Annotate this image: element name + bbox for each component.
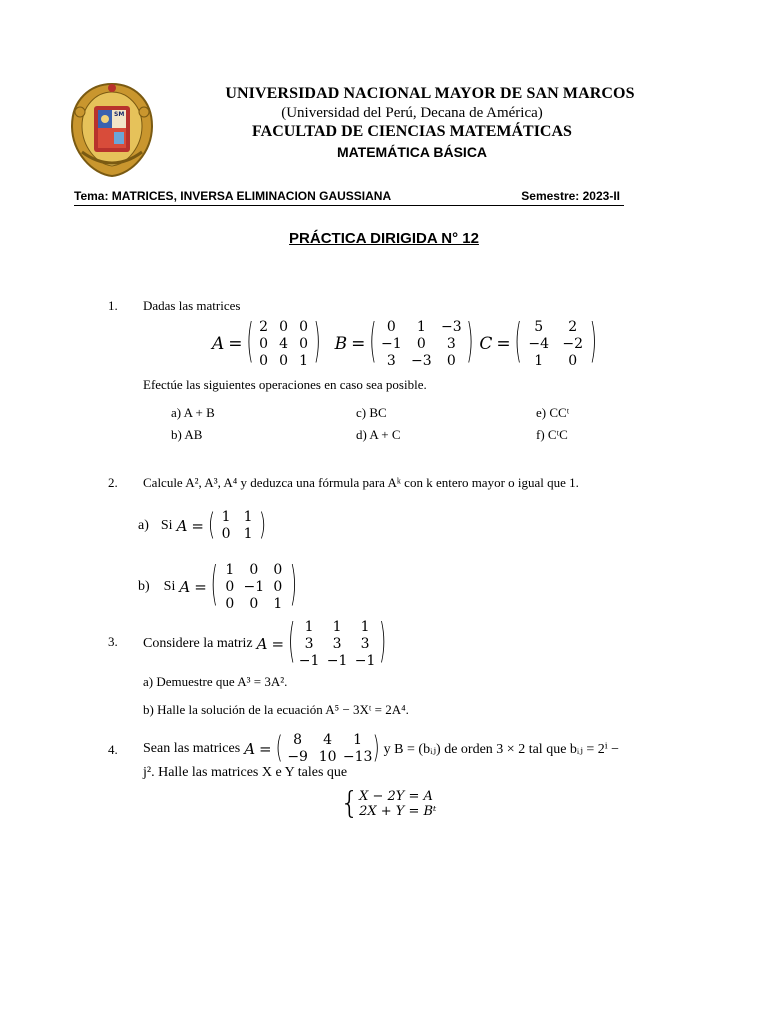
matrix-entry: 0 xyxy=(225,578,235,595)
matrix-right-paren: ) xyxy=(589,315,597,370)
matrix-entry: 1 xyxy=(273,595,283,612)
matrix-entry: −1 xyxy=(243,578,265,595)
problem-2-a-label: a) xyxy=(138,518,149,533)
problem-4-text-after: y B = (bᵢⱼ) de orden 3 × 2 tal que bᵢⱼ = 2ⁱ − xyxy=(383,741,620,757)
matrix-left-paren: ( xyxy=(514,315,522,370)
semester-text: Semestre: 2023-II xyxy=(521,189,620,203)
matrix-entry: 0 xyxy=(568,352,578,369)
matrix-entry: −3 xyxy=(441,318,462,335)
problem-1-instruction: Efectúe las siguientes operaciones en caso sea posible. xyxy=(143,377,427,392)
equation-2: 2X + Y = Bᵗ xyxy=(359,804,437,819)
matrix-entry: 2 xyxy=(259,318,269,335)
matrix-entry: 0 xyxy=(279,352,289,369)
matrix-entry: 0 xyxy=(259,352,269,369)
problem-1-item-b: b) AB xyxy=(171,427,203,442)
matrix-right-paren: ) xyxy=(259,507,267,543)
problem-1-intro: Dadas las matrices xyxy=(143,298,241,313)
matrix-entry: 3 xyxy=(360,635,370,652)
matrix-entry: 1 xyxy=(304,618,314,635)
matrix-entry: 0 xyxy=(299,335,309,352)
matrix-entry: 1 xyxy=(243,526,253,542)
matrix-entry: 0 xyxy=(273,561,283,578)
system-of-equations xyxy=(340,786,437,821)
matrix-entry: 1 xyxy=(225,561,235,578)
matrix-entry: 5 xyxy=(534,318,544,335)
problem-4-statement: Sean las matrices A = ( 8 4 1 −9 10 −13 ) y B = (bᵢⱼ) de orden 3 × 2 tal que bᵢⱼ = 2ⁱ − xyxy=(143,730,620,766)
matrix-entry: 1 xyxy=(243,509,253,525)
matrix-entry: 0 xyxy=(446,352,456,369)
matrix-entry: 3 xyxy=(446,335,456,352)
problem-3-b: b) Halle la solución de la ecuación A⁵ − 3Xᵗ = 2A⁴. xyxy=(143,702,409,717)
matrix-entry: −1 xyxy=(354,652,376,669)
matrix-entry: −13 xyxy=(342,749,373,765)
matrix-entry: −4 xyxy=(528,335,550,352)
matrix-c xyxy=(514,315,597,370)
page-title: PRÁCTICA DIRIGIDA N° 12 xyxy=(289,230,479,247)
matrix-entry: 1 xyxy=(360,618,370,635)
matrix-entry: 4 xyxy=(323,732,333,748)
matrix-right-paren: ) xyxy=(379,615,387,670)
topic-text: Tema: MATRICES, INVERSA ELIMINACION GAUSSIANA xyxy=(74,189,392,203)
matrix-right-paren: ) xyxy=(466,315,474,370)
problem-2-b-si: Si xyxy=(163,579,176,594)
problem-3-text: Considere la matriz xyxy=(143,636,253,651)
matrix-entry: 1 xyxy=(416,318,426,335)
topic-line xyxy=(74,189,624,206)
matrix-entry: 0 xyxy=(225,595,235,612)
matrix-c-label: C xyxy=(479,334,493,354)
matrix-entry: 0 xyxy=(249,595,259,612)
matrix-entry: 0 xyxy=(416,335,426,352)
problem-3-statement: Considere la matriz A = ( 1 1 1 3 3 3 −1 −1 −1 ) xyxy=(143,615,387,670)
matrix-right-paren: ) xyxy=(313,315,321,370)
matrix-entry: −1 xyxy=(326,652,348,669)
matrix-entry: 0 xyxy=(259,335,269,352)
problem-3-a: a) Demuestre que A³ = 3A². xyxy=(143,674,288,689)
matrix-entry: 1 xyxy=(221,509,231,525)
matrix-entry: 1 xyxy=(299,352,309,369)
problem-2-b-matrix xyxy=(210,558,297,613)
problem-2-number: 2. xyxy=(108,475,118,490)
problem-4-number: 4. xyxy=(108,742,118,757)
matrix-entry: 3 xyxy=(304,635,314,652)
matrix-entry: 0 xyxy=(386,318,396,335)
problem-4-text-before: Sean las matrices xyxy=(143,741,241,756)
problem-1-item-a: a) A + B xyxy=(171,405,215,420)
university-subtitle: (Universidad del Perú, Decana de América) xyxy=(281,105,543,121)
university-name: UNIVERSIDAD NACIONAL MAYOR DE SAN MARCOS xyxy=(225,85,635,102)
problem-2-a-si: Si xyxy=(160,518,173,533)
matrix-entry: 1 xyxy=(534,352,544,369)
matrix-entry: 2 xyxy=(568,318,578,335)
matrix-entry: 0 xyxy=(221,526,231,542)
problem-1-number: 1. xyxy=(108,298,118,313)
faculty-name: FACULTAD DE CIENCIAS MATEMÁTICAS xyxy=(252,123,572,140)
problem-2-a: a) Si A = ( 1 1 0 1 ) xyxy=(138,507,267,543)
matrix-left-paren: ( xyxy=(246,315,254,370)
matrix-entry: −3 xyxy=(411,352,432,369)
problem-1-item-c: c) BC xyxy=(356,405,387,420)
matrix-entry: 1 xyxy=(353,732,363,748)
matrix-entry: 0 xyxy=(273,578,283,595)
problem-2-b-label: b) xyxy=(138,579,150,594)
matrix-left-paren: ( xyxy=(275,730,283,766)
problem-4-matrix xyxy=(276,732,380,766)
matrix-entry: −9 xyxy=(287,749,308,765)
problem-1-item-d: d) A + C xyxy=(356,427,401,442)
matrix-entry: 3 xyxy=(332,635,342,652)
matrix-entry: 4 xyxy=(279,335,289,352)
matrix-entry: −1 xyxy=(381,335,402,352)
matrix-b-label: B xyxy=(334,334,348,354)
problem-2-text: Calcule A², A³, A⁴ y deduzca una fórmula para Aᵏ con k entero mayor o igual que 1. xyxy=(143,475,579,490)
problem-4-text-line2: j². Halle las matrices X e Y tales que xyxy=(143,765,348,780)
matrix-entry: 8 xyxy=(293,732,303,748)
matrix-a-label: A xyxy=(212,334,225,354)
matrix-entry: 0 xyxy=(249,561,259,578)
matrix-entry: −2 xyxy=(562,335,584,352)
matrix-left-paren: ( xyxy=(210,558,218,613)
matrix-entry: 10 xyxy=(318,749,337,765)
problem-3-matrix xyxy=(288,615,387,670)
left-brace: { xyxy=(340,786,360,821)
matrix-entry: 1 xyxy=(332,618,342,635)
matrix-left-paren: ( xyxy=(288,615,296,670)
problem-3-number: 3. xyxy=(108,634,118,649)
matrix-b xyxy=(369,315,474,370)
matrix-entry: 3 xyxy=(386,352,396,369)
matrix-left-paren: ( xyxy=(369,315,377,370)
equation-1: X − 2Y = A xyxy=(359,789,433,804)
matrix-right-paren: ) xyxy=(289,558,297,613)
course-name: MATEMÁTICA BÁSICA xyxy=(336,144,488,160)
problem-1-item-e: e) CCᵗ xyxy=(536,405,570,420)
problem-1-item-f: f) CᵗC xyxy=(536,427,568,442)
problem-2-b: b) Si A = ( 1 0 0 0 −1 0 0 0 1 ) xyxy=(138,558,297,613)
matrix-left-paren: ( xyxy=(208,507,216,543)
matrix-right-paren: ) xyxy=(372,730,380,766)
seal-monogram: SM xyxy=(114,111,125,118)
matrix-entry: 0 xyxy=(299,318,309,335)
matrix-entry: 0 xyxy=(279,318,289,335)
matrix-a xyxy=(246,315,321,370)
matrix-equations-row: A = ( 2 0 0 0 4 0 0 0 1 ) B = ( 0 1 −3 −1 0 3 3 −3 0 ) C = ( 5 2 −4 −2 1 0 ) xyxy=(212,315,597,370)
matrix-entry: −1 xyxy=(298,652,320,669)
problem-2-a-matrix xyxy=(208,509,266,543)
